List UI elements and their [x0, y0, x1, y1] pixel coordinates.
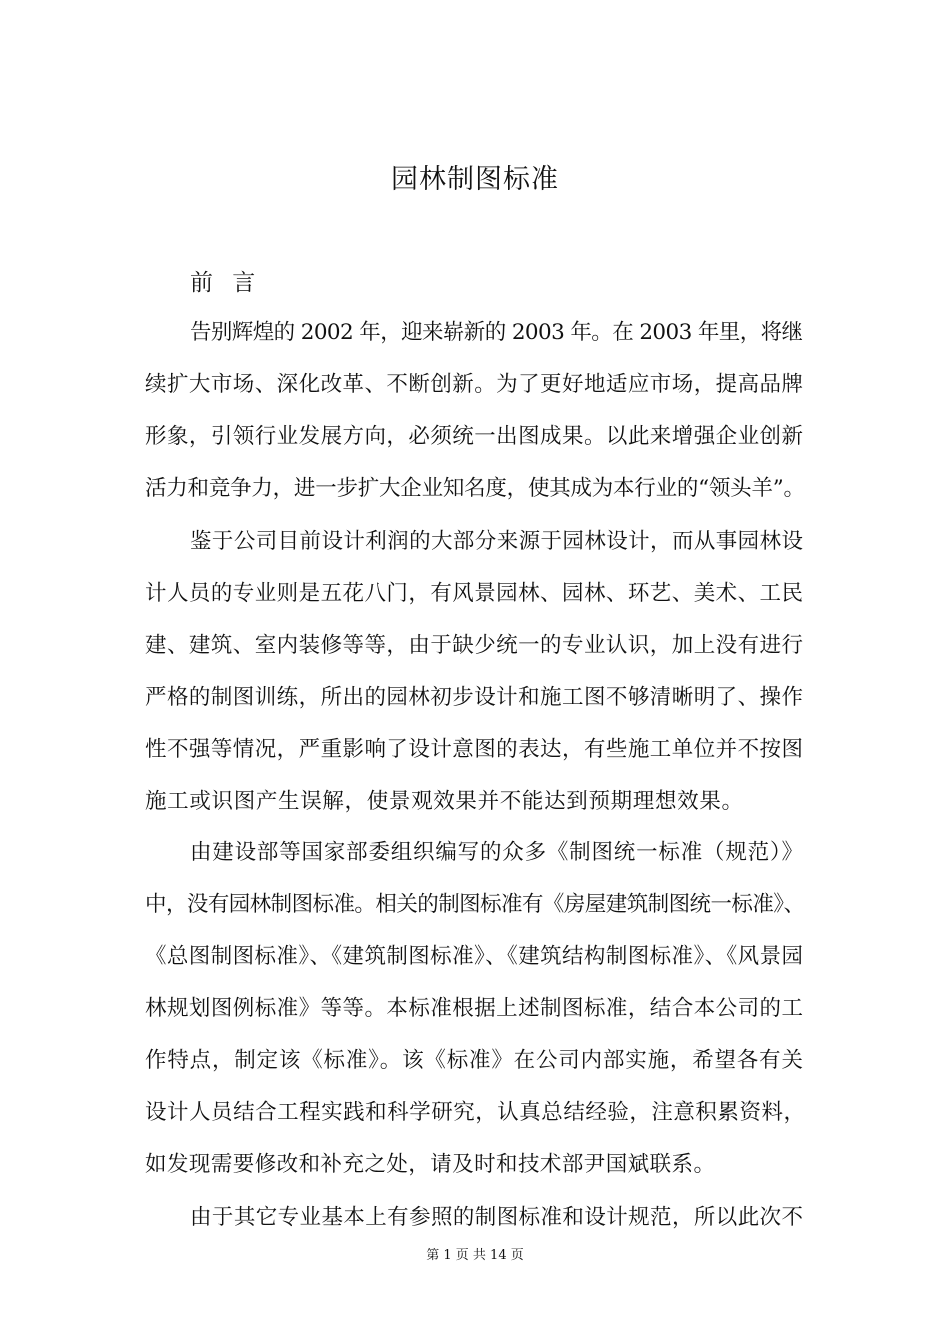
page-footer: 第 1 页 共 14 页 — [426, 1248, 524, 1263]
document-title: 园林制图标准 — [391, 164, 559, 195]
preface-heading: 前 言 — [190, 270, 262, 296]
